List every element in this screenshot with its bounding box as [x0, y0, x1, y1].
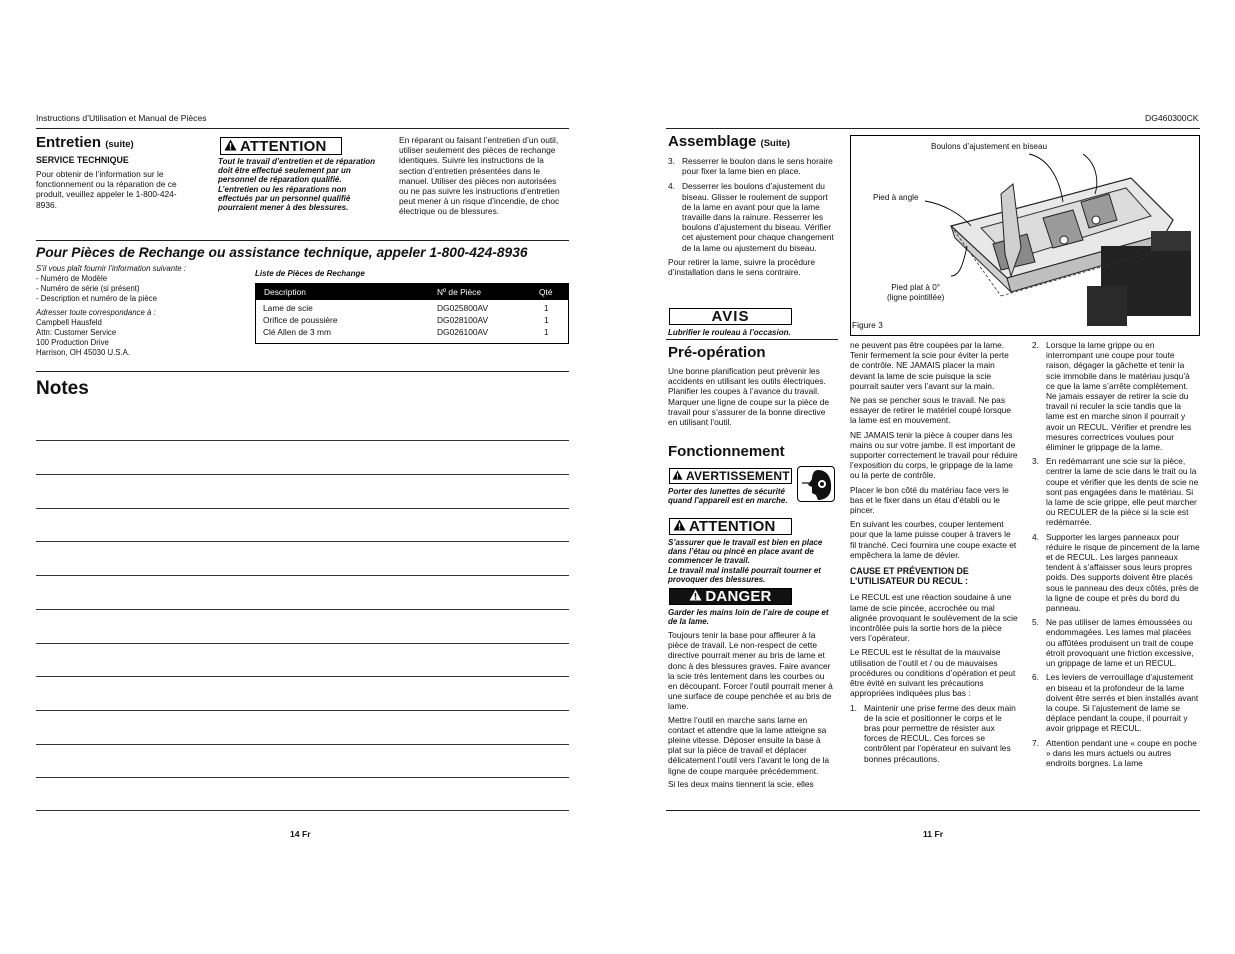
- notes-line: [36, 474, 569, 475]
- figure-label-bevel-bolts: Boulons d’ajustement en biseau: [931, 142, 1048, 151]
- table-row: [256, 315, 568, 327]
- notes-line: [36, 777, 569, 778]
- table-row: [256, 303, 568, 315]
- col-header: Nº de Pièce: [437, 287, 482, 297]
- avertissement-banner: AVERTISSEMENT: [669, 468, 792, 484]
- preop-title: Pré-opération: [668, 344, 766, 361]
- col3-body: [1032, 340, 1200, 768]
- cell: 1: [544, 315, 549, 325]
- page-number-left: 14 Fr: [290, 829, 311, 839]
- figure-label-angle-foot: Pied à angle: [873, 193, 919, 202]
- safety-glasses-icon: [797, 466, 835, 502]
- recul-item-1: 1. Maintenir une prise ferme des deux main de la scie et positionner le corps et le bras pour permettre de résister aux forces de RECUL. Ces forces se contrôlent par l’opérateur en suivant les bonnes précautions.: [850, 702, 1016, 764]
- notes-line: [36, 676, 569, 677]
- figure-3: [850, 135, 1200, 336]
- cell: Orifice de poussière: [263, 315, 338, 325]
- assemblage-steps: [668, 156, 836, 277]
- avis-text: Lubrifier le rouleau à l’occasion.: [668, 328, 791, 337]
- warning-triangle-icon: [689, 588, 702, 605]
- assemblage-title: Assemblage (Suite): [668, 133, 791, 150]
- table-row: [256, 327, 568, 339]
- address-line: Harrison, OH 45030 U.S.A.: [36, 348, 131, 357]
- header-rule-left: [36, 128, 569, 129]
- notes-line: [36, 609, 569, 610]
- cell: Lame de scie: [263, 303, 313, 313]
- notes-title: Notes: [36, 378, 89, 399]
- saw-base-illustration: [851, 136, 1200, 336]
- col2-body: ne peuvent pas être coupées par la lame. Tenir fermement la scie pour éviter la perte de contrôle. NE JAMAIS placer la main devant la lame de scie puisque la scie pourrait sauter vers l’avant sur la main. Ne pas se pencher sous le travail. Ne pas essayer de retirer le matériel coupé lorsque la lame est en mouvement. NE JAMAIS tenir la pièce à couper dans les mains ou sur votre jambe. Il est important de supporter correctement le travail pour réduire l’exposition du corps, le grippage de la lame ou la perte de contrôle. Placer le bon côté du matériau face vers le bas et le fixer dans un étau d’établi ou le pincer. En suivant les courbes, couper lentement pour que la lame puisse couper à travers le fil tranché. Ceci fournira une coupe exacte et empêchera la lame de dévier. CAUSE ET PRÉVENTION DE L’UTILISATEUR DU RECUL : Le RECUL est une réaction soudaine à une lame de scie pincée, accrochée ou mal alignée provoquant le soulèvement de la scie incontrôlée puis la sortie hors de la pièce vers l’opérateur. Le RECUL est le résultat de la mauvaise utilisation de l’outil et / ou de mauvaises procédures ou conditions d’opération et peut être évité en suivant les précautions appropriées indiquées plus bas : 1. Maintenir une prise ferme des deux main de la scie et positionner le corps et le bras pour permettre de résister aux forces de RECUL. Ces forces se contrôlent par l’opérateur en suivant les bonnes précautions.: [850, 340, 1018, 764]
- warning-triangle-icon: [673, 518, 686, 535]
- danger-banner: DANGER: [669, 588, 792, 605]
- notes-line: [36, 541, 569, 542]
- recul-item-5: 5. Ne pas utiliser de lames émoussées ou endommagées. Les lames mal placées ou affûtées produisent un trait de coupe étroit provoquant une friction excessive, un grippage de lame et un RECUL.: [1032, 617, 1194, 669]
- repair-text: En réparant ou faisant l’entretien d’un outil, utiliser seulement des pièces de rechange identiques. Suivre les instructions de la section d’entretien présentées dans le manuel. Utiliser des pièces non autorisées ou ne pas suivre les instructions d’entretien peut mener à un risque d’incendie, de choc électrique ou de blessures.: [399, 135, 560, 217]
- notes-line: [36, 710, 569, 711]
- recul-item-2: 2. Lorsque la lame grippe ou en interrompant une coupe pour toute raison, dégager la gâchette et tenir la scie immobile dans le matériau jusqu’à ce que la lame s’arrête complètement. Ne jamais essayer de retirer la scie du travail ni reculer la scie tandis que la lame est en marche sinon il pourrait y avoir un RECUL. Vérifier et prendre les mesures correctrices voulues pour éliminer le grippage de la lame.: [1032, 340, 1192, 453]
- notes-line: [36, 508, 569, 509]
- figure-label-flat-foot: Pied plat à 0° (ligne pointillée): [887, 283, 945, 303]
- address-intro: Adresser toute correspondance à :: [36, 308, 156, 317]
- info-item: - Description et numéro de la pièce: [36, 294, 157, 303]
- notes-line: [36, 810, 569, 811]
- cell: 1: [544, 327, 549, 337]
- attention-text-left: Tout le travail d’entretien et de réparation doit être effectué seulement par un personnel de réparation qualifié. L’entretien ou les réparations non effectués par un personnel qualifié pourraient mener à des blessures.: [218, 157, 376, 213]
- footer-rule-right: [666, 810, 1200, 811]
- info-item: - Numéro de série (si présent): [36, 284, 140, 293]
- page-number-right: 11 Fr: [923, 829, 944, 839]
- attention-banner-right: ATTENTION: [669, 518, 792, 535]
- notes-line: [36, 575, 569, 576]
- notes-line: [36, 643, 569, 644]
- fonctionnement-title: Fonctionnement: [668, 443, 785, 460]
- info-item: - Numéro de Modèle: [36, 274, 108, 283]
- model-number: DG460300CK: [1145, 113, 1199, 123]
- cause-heading: CAUSE ET PRÉVENTION DE L’UTILISATEUR DU RECUL :: [850, 566, 969, 587]
- step-3: 3. Resserrer le boulon dans le sens horaire pour fixer la lame bien en place.: [668, 156, 833, 177]
- service-heading: SERVICE TECHNIQUE: [36, 155, 129, 165]
- step-4: 4. Desserrer les boulons d’ajustement du biseau. Glisser le roulement de support de la lame en avant pour que la lame travaille dans la rainure. Resserrer les boulons d’ajustement du biseau. Vérifier cet ajustement pour chaque changement de la lame ou ajustement du biseau.: [668, 181, 834, 253]
- cell: DG028100AV: [437, 315, 489, 325]
- address-line: Campbell Hausfeld: [36, 318, 102, 327]
- cell: Clé Allen de 3 mm: [263, 327, 331, 337]
- avis-banner: AVIS: [669, 308, 792, 325]
- parts-table: [255, 283, 569, 344]
- info-intro: S’il vous plaît fournir l’information suivante :: [36, 264, 186, 273]
- parts-list-title: Liste de Pièces de Rechange: [255, 269, 365, 278]
- cell: 1: [544, 303, 549, 313]
- address-line: Attn: Customer Service: [36, 328, 117, 337]
- avis-rule: [666, 339, 838, 340]
- info-block: [36, 264, 186, 358]
- warning-triangle-icon: [224, 138, 237, 155]
- warning-triangle-icon: [672, 469, 683, 483]
- col-header: Qté: [539, 287, 553, 297]
- preop-text: Une bonne planification peut prévenir les accidents en utilisant les outils électriques. Planifier les coupes à l’avance du travail. Marquer une ligne de coupe sur la pièce de travail pour s’assurer de la bonne directive en utilisant l’outil.: [668, 366, 830, 428]
- header-rule-right: [666, 128, 1200, 129]
- service-text: Pour obtenir de l’information sur le fonctionnement ou la réparation de ce produit, veuillez appeler le 1-800-424-8936.: [36, 169, 177, 210]
- parts-heading: Pour Pièces de Rechange ou assistance technique, appeler 1-800-424-8936: [36, 245, 528, 260]
- remove-text: Pour retirer la lame, suivre la procédure d’installation dans le sens contraire.: [668, 256, 816, 278]
- attention-text-right: S’assurer que le travail est bien en place dans l’étau ou pincé en place avant de commencer le travail. Le travail mal installé pourrait tourner et provoquer des blessures.: [668, 538, 823, 584]
- col-header: Description: [264, 287, 306, 297]
- notes-line: [36, 744, 569, 745]
- danger-text: Garder les mains loin de l’aire de coupe et de la lame.: [668, 608, 829, 627]
- recul-item-6: 6. Les leviers de verrouillage d’ajustement en biseau et la profondeur de la lame doivent être serrés et bien installés avant la coupe. Si l’ajustement de lame se déplace pendant la coupe, il pourrait y avoir grippage et RECUL.: [1032, 672, 1199, 734]
- col1-body: Toujours tenir la base pour affleurer à la pièce de travail. Le non-respect de cette directive pourrait mener au bris de lame et donc à des blessures graves. Faire avancer la scie très lentement dans les courbes ou en découpant. Forcer l’outil pourrait mener à une surface de coupe penchée et au bris de lame. Mettre l’outil en marche sans lame en contact et attendre que la lame atteigne sa pleine vitesse. Déposer ensuite la base à plat sur la pièce de travail et déplacer délicatement l’outil vers l’avant le long de la ligne de coupe marquée précédemment. Si les deux mains tiennent la scie, elles: [668, 630, 833, 789]
- notes-rule-top: [36, 371, 569, 372]
- address-line: 100 Production Drive: [36, 338, 109, 347]
- recul-item-3: 3. En redémarrant une scie sur la pièce, centrer la lame de scie dans le trait ou la coupe et vérifier que les dents de scie ne sont pas engagées dans le matériau. Si la lame de scie grippe, elle peut marcher ou RECULER de la pièce si la scie est redémarrée.: [1032, 456, 1199, 528]
- parts-rule: [36, 240, 569, 241]
- recul-item-4: 4. Supporter les larges panneaux pour réduire le risque de pincement de la lame et de RECUL. Les larges panneaux tendent à s’affaisser sous leurs propres poids. Des supports doivent être placés sous le panneau des deux côtés, près de la ligne de coupe et près du bord du panneau.: [1032, 531, 1200, 614]
- page-header-left: Instructions d’Utilisation et Manual de Pièces: [36, 113, 207, 123]
- figure-caption: Figure 3: [852, 320, 883, 330]
- parts-table-header: [256, 284, 568, 300]
- cell: DG025800AV: [437, 303, 489, 313]
- attention-banner-left: ATTENTION: [220, 137, 342, 155]
- cell: DG026100AV: [437, 327, 489, 337]
- entretien-title: Entretien (suite): [36, 134, 134, 151]
- recul-item-7: 7. Attention pendant une « coupe en poche » dans les murs actuels ou autres endroits borgnes. La lame: [1032, 737, 1197, 768]
- avertissement-text: Porter des lunettes de sécurité quand l’appareil est en marche.: [668, 487, 788, 506]
- notes-line: [36, 440, 569, 441]
